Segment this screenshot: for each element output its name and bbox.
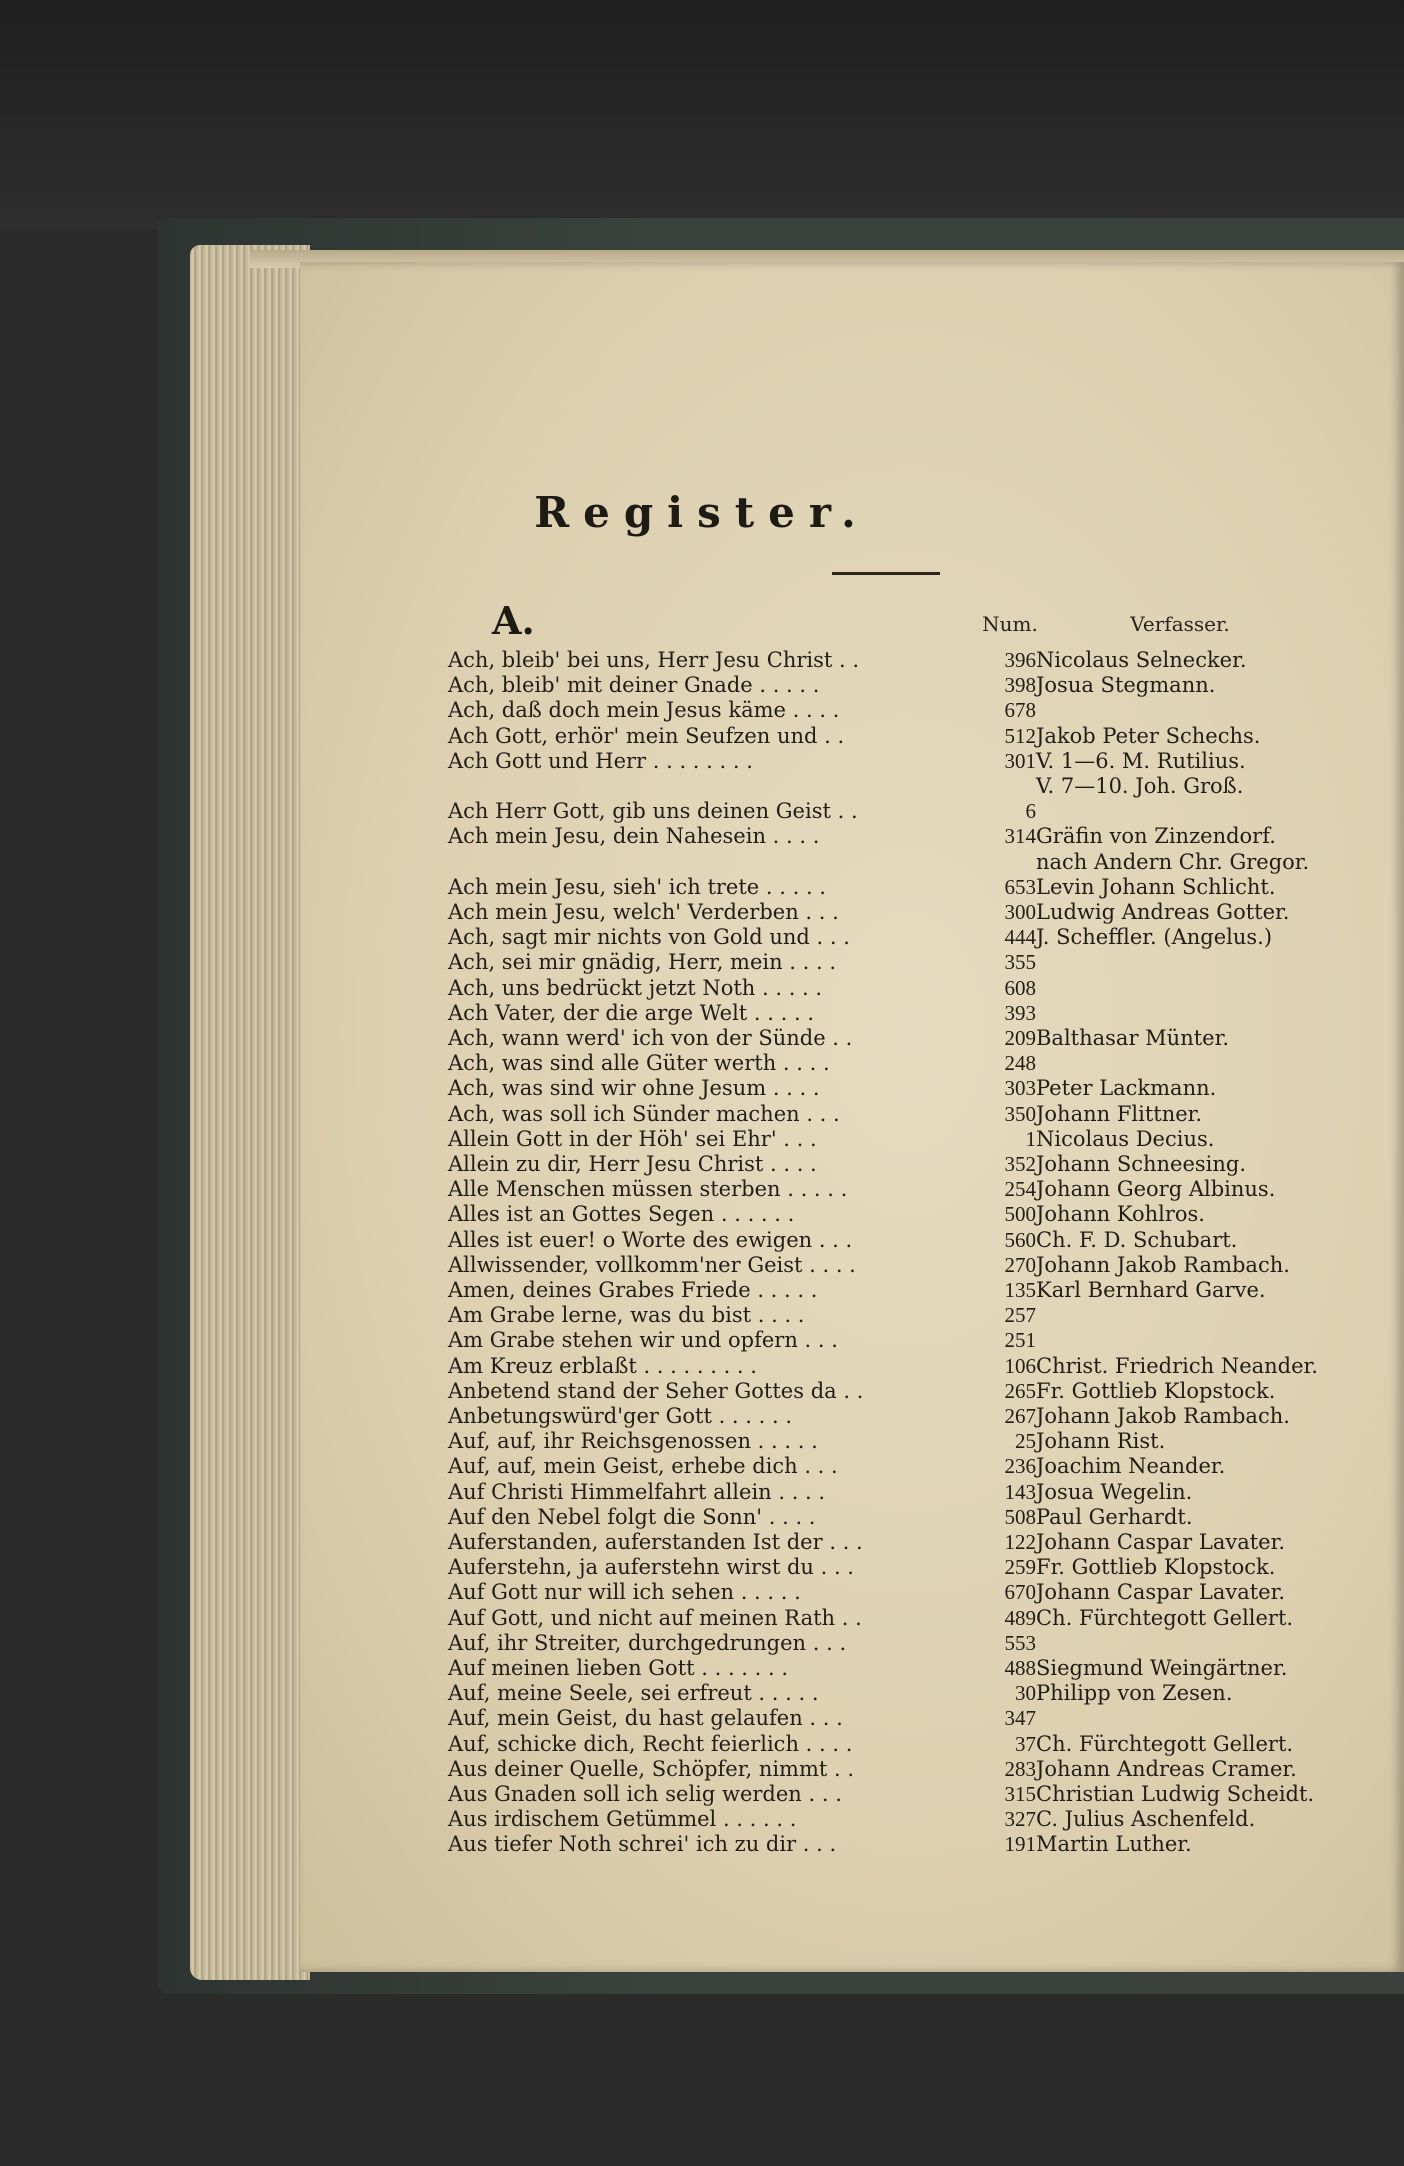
hymn-title: Ach mein Jesu, dein Nahesein . . . . xyxy=(448,824,820,849)
hymn-title: Ach mein Jesu, sieh' ich trete . . . . . xyxy=(448,874,826,899)
hymn-author: Ch. Fürchtegott Gellert. xyxy=(1036,1605,1294,1630)
hymn-author: Johann Jakob Rambach. xyxy=(1036,1252,1290,1277)
hymn-author: Philipp von Zesen. xyxy=(1036,1681,1233,1706)
hymn-number: 508 xyxy=(1004,1504,1036,1529)
hymn-title: Aus irdischem Getümmel . . . . . . xyxy=(448,1807,797,1832)
hymn-author: C. Julius Aschenfeld. xyxy=(1036,1807,1256,1832)
hymn-number: 37 xyxy=(1015,1731,1036,1756)
register-entry xyxy=(448,875,1348,900)
hymn-title: Am Kreuz erblaßt . . . . . . . . . xyxy=(448,1353,757,1378)
hymn-number: 553 xyxy=(1004,1630,1036,1655)
hymn-title: Aus deiner Quelle, Schöpfer, nimmt . . xyxy=(448,1756,855,1781)
register-entry xyxy=(448,1530,1348,1555)
background-top xyxy=(0,0,1404,230)
hymn-number: 396 xyxy=(1004,648,1036,672)
hymn-title: Ach, was sind alle Güter werth . . . . xyxy=(448,1051,830,1076)
hymn-author: Johann Caspar Lavater. xyxy=(1036,1530,1285,1554)
hymn-number: 267 xyxy=(1004,1404,1036,1428)
hymn-author: Gräfin von Zinzendorf. xyxy=(1036,824,1276,849)
register-entry xyxy=(448,1580,1348,1605)
hymn-title: Auf Gott nur will ich sehen . . . . . xyxy=(448,1580,801,1605)
register-entry xyxy=(448,1681,1348,1706)
hymn-number: 489 xyxy=(1004,1605,1036,1630)
hymn-title: Ach, was soll ich Sünder machen . . . xyxy=(448,1101,840,1126)
hymn-title: Ach, daß doch mein Jesus käme . . . . xyxy=(448,698,840,723)
hymn-author: Fr. Gottlieb Klopstock. xyxy=(1036,1378,1276,1403)
hymn-author: Johann Jakob Rambach. xyxy=(1036,1404,1290,1428)
register-entry xyxy=(448,1732,1348,1757)
register-entry xyxy=(448,1001,1348,1026)
hymn-number: 6 xyxy=(1025,799,1036,824)
register-entry xyxy=(448,724,1348,749)
hymn-title: Auf meinen lieben Gott . . . . . . . xyxy=(448,1656,789,1680)
hymn-title: Auf Gott, und nicht auf meinen Rath . . xyxy=(448,1605,862,1630)
hymn-author: Siegmund Weingärtner. xyxy=(1036,1656,1288,1680)
hymn-title: Amen, deines Grabes Friede . . . . . xyxy=(448,1278,818,1302)
hymn-author: Johann Georg Albinus. xyxy=(1036,1177,1276,1202)
register-entry xyxy=(448,1354,1348,1379)
hymn-author: Nicolaus Selnecker. xyxy=(1036,648,1247,672)
hymn-author: Paul Gerhardt. xyxy=(1036,1504,1193,1529)
hymn-title: Ach Gott und Herr . . . . . . . . xyxy=(448,748,753,773)
hymn-author: Ch. F. D. Schubart. xyxy=(1036,1227,1238,1252)
register-entry xyxy=(448,648,1348,673)
register-entry xyxy=(448,1429,1348,1454)
hymn-number: 300 xyxy=(1004,900,1036,924)
register-entry xyxy=(448,1480,1348,1505)
hymn-author: Johann Rist. xyxy=(1036,1429,1166,1454)
author-continuation: nach Andern Chr. Gregor. xyxy=(1036,849,1310,874)
hymn-number: 251 xyxy=(1004,1328,1036,1353)
hymn-number: 122 xyxy=(1004,1530,1036,1554)
hymn-title: Ach, bleib' mit deiner Gnade . . . . . xyxy=(448,673,820,698)
hymn-title: Anbetungswürd'ger Gott . . . . . . xyxy=(448,1404,793,1428)
register-entry xyxy=(448,673,1348,698)
hymn-title: Auferstanden, auferstanden Ist der . . . xyxy=(448,1530,863,1554)
hymn-author: Christian Ludwig Scheidt. xyxy=(1036,1782,1315,1806)
hymn-number: 608 xyxy=(1004,975,1036,1000)
register-entry xyxy=(448,1505,1348,1530)
hymn-author: V. 1—6. M. Rutilius. xyxy=(1036,748,1246,773)
register-entry xyxy=(448,976,1348,1001)
register-entry xyxy=(448,1051,1348,1076)
hymn-number: 25 xyxy=(1015,1429,1036,1454)
hymn-author: Jakob Peter Schechs. xyxy=(1036,723,1261,748)
hymn-title: Auf, mein Geist, du hast gelaufen . . . xyxy=(448,1706,843,1731)
hymn-number: 670 xyxy=(1004,1580,1036,1605)
hymn-number: 270 xyxy=(1004,1252,1036,1277)
hymn-title: Auf, auf, ihr Reichsgenossen . . . . . xyxy=(448,1429,818,1454)
register-entry xyxy=(448,1757,1348,1782)
hymn-title: Anbetend stand der Seher Gottes da . . xyxy=(448,1378,864,1403)
hymn-title: Ach, uns bedrückt jetzt Noth . . . . . xyxy=(448,975,823,1000)
hymn-author: Ch. Fürchtegott Gellert. xyxy=(1036,1731,1294,1756)
hymn-number: 444 xyxy=(1004,925,1036,950)
register-entry xyxy=(448,1152,1348,1177)
hymn-author: Johann Flittner. xyxy=(1036,1101,1203,1126)
register-entry xyxy=(448,1631,1348,1656)
hymn-number: 106 xyxy=(1004,1353,1036,1378)
hymn-title: Ach mein Jesu, welch' Verderben . . . xyxy=(448,900,839,924)
register-entry xyxy=(448,1656,1348,1681)
author-continuation: V. 7—10. Joh. Groß. xyxy=(1036,774,1244,798)
hymn-number: 236 xyxy=(1004,1454,1036,1479)
hymn-title: Ach, sei mir gnädig, Herr, mein . . . . xyxy=(448,950,837,975)
hymn-title: Auf Christi Himmelfahrt allein . . . . xyxy=(448,1479,826,1504)
hymn-number: 678 xyxy=(1004,698,1036,723)
register-entry xyxy=(448,1303,1348,1328)
hymn-number: 257 xyxy=(1004,1303,1036,1328)
hymn-number: 393 xyxy=(1004,1000,1036,1025)
hymn-title: Am Grabe stehen wir und opfern . . . xyxy=(448,1328,838,1353)
register-entry xyxy=(448,1253,1348,1278)
hymn-number: 398 xyxy=(1004,673,1036,698)
hymn-number: 512 xyxy=(1004,723,1036,748)
hymn-title: Alles ist an Gottes Segen . . . . . . xyxy=(448,1202,795,1227)
register-entry xyxy=(448,1228,1348,1253)
register-entry xyxy=(448,950,1348,975)
hymn-title: Ach Vater, der die arge Welt . . . . . xyxy=(448,1000,814,1025)
hymn-number: 347 xyxy=(1004,1706,1036,1731)
hymn-author: Johann Kohlros. xyxy=(1036,1202,1205,1227)
register-entry xyxy=(448,698,1348,723)
hymn-title: Ach Gott, erhör' mein Seufzen und . . xyxy=(448,723,845,748)
hymn-number: 254 xyxy=(1004,1177,1036,1202)
hymn-author: Christ. Friedrich Neander. xyxy=(1036,1353,1318,1378)
hymn-title: Alles ist euer! o Worte des ewigen . . . xyxy=(448,1227,853,1252)
register-entry xyxy=(448,1706,1348,1731)
hymn-number: 303 xyxy=(1004,1076,1036,1101)
register-entry xyxy=(448,1102,1348,1127)
register-entry xyxy=(448,799,1348,824)
register-entry xyxy=(448,1606,1348,1631)
hymn-title: Am Grabe lerne, was du bist . . . . xyxy=(448,1303,805,1328)
hymn-title: Auf, ihr Streiter, durchgedrungen . . . xyxy=(448,1630,847,1655)
register-entry xyxy=(448,900,1348,925)
register-entry xyxy=(448,1454,1348,1479)
hymn-number: 352 xyxy=(1004,1152,1036,1176)
hymn-title: Ach Herr Gott, gib uns deinen Geist . . xyxy=(448,799,858,824)
register-entry xyxy=(448,1328,1348,1353)
hymn-author: Karl Bernhard Garve. xyxy=(1036,1278,1266,1302)
hymn-number: 327 xyxy=(1004,1807,1036,1832)
hymn-number: 488 xyxy=(1004,1656,1036,1680)
hymn-number: 653 xyxy=(1004,874,1036,899)
hymn-number: 283 xyxy=(1004,1756,1036,1781)
hymn-author: Josua Stegmann. xyxy=(1036,673,1216,698)
hymn-number: 301 xyxy=(1004,748,1036,773)
section-letter: A. xyxy=(492,598,535,643)
hymn-author: Nicolaus Decius. xyxy=(1036,1126,1215,1151)
register-entry xyxy=(448,925,1348,950)
hymn-title: Allein zu dir, Herr Jesu Christ . . . . xyxy=(448,1152,817,1176)
hymn-number: 355 xyxy=(1004,950,1036,975)
hymn-title: Ach, was sind wir ohne Jesum . . . . xyxy=(448,1076,820,1101)
register-entry xyxy=(448,1177,1348,1202)
register-entry xyxy=(448,1832,1348,1857)
register-entry xyxy=(448,1127,1348,1152)
register-entry xyxy=(448,824,1348,849)
page-title: Register. xyxy=(534,488,870,537)
hymn-number: 350 xyxy=(1004,1101,1036,1126)
hymn-title: Allein Gott in der Höh' sei Ehr' . . . xyxy=(448,1126,817,1151)
author-column-header: Verfasser. xyxy=(1130,612,1230,636)
hymn-author: Johann Andreas Cramer. xyxy=(1036,1756,1297,1781)
hymn-number: 30 xyxy=(1015,1681,1036,1706)
hymn-number: 314 xyxy=(1004,824,1036,849)
register-entry xyxy=(448,1202,1348,1227)
register-entry xyxy=(448,1404,1348,1429)
hymn-title: Auf den Nebel folgt die Sonn' . . . . xyxy=(448,1504,816,1529)
hymn-number: 265 xyxy=(1004,1378,1036,1403)
hymn-title: Ach, sagt mir nichts von Gold und . . . xyxy=(448,925,850,950)
hymn-title: Auf, meine Seele, sei erfreut . . . . . xyxy=(448,1681,819,1706)
hymn-author: Joachim Neander. xyxy=(1036,1454,1226,1479)
hymn-author: Fr. Gottlieb Klopstock. xyxy=(1036,1555,1276,1580)
hymn-number: 248 xyxy=(1004,1051,1036,1076)
register-entry xyxy=(448,1278,1348,1303)
hymn-author: Balthasar Münter. xyxy=(1036,1026,1229,1050)
title-rule xyxy=(832,572,940,575)
hymn-author: Martin Luther. xyxy=(1036,1832,1192,1857)
register-entry xyxy=(448,1026,1348,1051)
hymn-title: Ach, wann werd' ich von der Sünde . . xyxy=(448,1026,853,1050)
hymn-author: Peter Lackmann. xyxy=(1036,1076,1217,1101)
register-entry xyxy=(448,1782,1348,1807)
hymn-author: Ludwig Andreas Gotter. xyxy=(1036,900,1290,924)
hymn-author: Josua Wegelin. xyxy=(1036,1479,1193,1504)
hymn-number: 191 xyxy=(1004,1832,1036,1857)
hymn-title: Allwissender, vollkomm'ner Geist . . . . xyxy=(448,1252,856,1277)
register-entry xyxy=(448,1555,1348,1580)
hymn-author: Levin Johann Schlicht. xyxy=(1036,874,1276,899)
register-entry xyxy=(448,1807,1348,1832)
register-entry xyxy=(448,1076,1348,1101)
hymn-number: 259 xyxy=(1004,1555,1036,1580)
hymn-number: 209 xyxy=(1004,1026,1036,1050)
hymn-title: Auf, auf, mein Geist, erhebe dich . . . xyxy=(448,1454,838,1479)
hymn-title: Ach, bleib' bei uns, Herr Jesu Christ . . xyxy=(448,648,860,672)
hymn-title: Aus tiefer Noth schrei' ich zu dir . . . xyxy=(448,1832,837,1857)
hymn-number: 143 xyxy=(1004,1479,1036,1504)
hymn-number: 500 xyxy=(1004,1202,1036,1227)
hymn-title: Auf, schicke dich, Recht feierlich . . . . xyxy=(448,1731,853,1756)
hymn-number: 1 xyxy=(1025,1126,1036,1151)
hymn-title: Aus Gnaden soll ich selig werden . . . xyxy=(448,1782,842,1806)
hymn-number: 315 xyxy=(1004,1782,1036,1806)
hymn-author: Johann Schneesing. xyxy=(1036,1152,1247,1176)
register-entry xyxy=(448,749,1348,774)
hymn-title: Auferstehn, ja auferstehn wirst du . . . xyxy=(448,1555,854,1580)
number-column-header: Num. xyxy=(982,612,1038,636)
hymn-number: 560 xyxy=(1004,1227,1036,1252)
hymn-author: J. Scheffler. (Angelus.) xyxy=(1036,925,1273,950)
hymn-author: Johann Caspar Lavater. xyxy=(1036,1580,1285,1605)
register-entry xyxy=(448,1379,1348,1404)
hymn-title: Alle Menschen müssen sterben . . . . . xyxy=(448,1177,848,1202)
hymn-number: 135 xyxy=(1004,1278,1036,1302)
